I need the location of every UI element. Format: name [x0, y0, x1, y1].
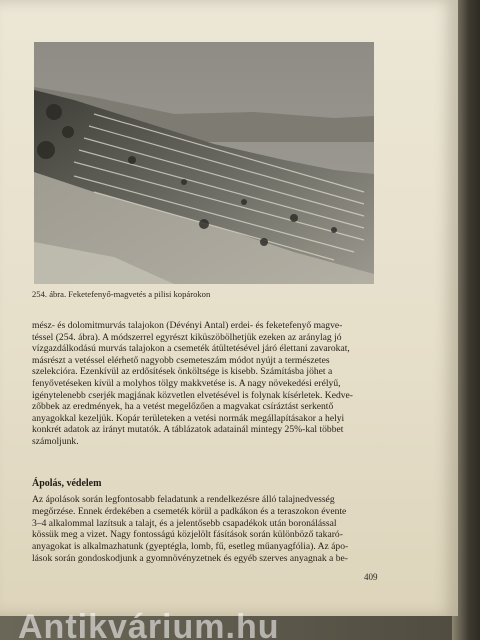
section-heading: Ápolás, védelem [32, 478, 102, 489]
hillside-photo-image [34, 42, 374, 284]
text-line: számoljunk. [32, 435, 79, 447]
watermark-text: Antikvárium.hu [18, 608, 280, 640]
text-line: fenyővetéseken kívül a molyhos tölgy makkvetése is. A nagy növekedési erélyű, [32, 377, 341, 389]
text-line: mész- és dolomitmurvás talajokon (Dévényi Antal) erdei- és feketefenyő magve- [32, 320, 343, 331]
text-line: megőrzése. Ennek érdekében a csemeték körül a padkákon és a teraszokon évente [32, 505, 347, 517]
text-line: szelekcióra. Ezenkívül az erdősítések önköltsége is kisebb. Számításba jöhet a [32, 366, 333, 378]
text-line: 3–4 alkalommal lazítsuk a talajt, és a jelentősebb csapadékok után boronálással [32, 517, 337, 529]
text-line: kössük meg a vizet. Nagy fontosságú közjelölt fásítások során különböző takaró- [32, 529, 343, 541]
paragraph-main [32, 320, 384, 448]
text-line: anyagokat is alkalmazhatunk (gyeptégla, lomb, fű, esetleg műanyagfólia). Az ápo- [32, 541, 349, 553]
text-line: igénytelenebb cserjék magjának közvetlen elvetésével is folynak kísérletek. Kedve- [32, 389, 353, 401]
text-line: másrészt a vetéssel elérhető nagyobb csemeteszám módot nyújt a természetes [32, 354, 330, 366]
text-line: Az ápolások során legfontosabb feladatunk a rendelkezésre álló talajnedvesség [32, 494, 335, 505]
text-line: anyagokkal kezeljük. Kopár területeken a vetési normák megállapításakor a helyi [32, 412, 345, 424]
text-line: vízgazdálkodású murvás talajokon a csemeték átültetésével járó élettani zavarokat, [32, 343, 350, 355]
page-number: 409 [364, 572, 378, 582]
watermark [0, 606, 480, 640]
figure-caption: 254. ábra. Feketefenyő-magvetés a pilisi kopárokon [32, 289, 211, 299]
paragraph-section [32, 494, 388, 565]
figure-photo [34, 42, 374, 284]
text-line: zőbbek az eredmények, ha a vetést megelőzően a magvakat csíráztást serkentő [32, 401, 334, 413]
text-line: konkrét adatok az irányt mutatók. A táblázatok adatainál mintegy 25%-kal többet [32, 424, 344, 436]
text-line: téssel (254. ábra). A módszerrel egyrészt kiküszöbölhetjük ezeken az aránylag jó [32, 331, 342, 343]
text-line: lások során gondoskodjunk a gyomnövényzetnek és egyéb szerves anyagnak a be- [32, 552, 348, 564]
